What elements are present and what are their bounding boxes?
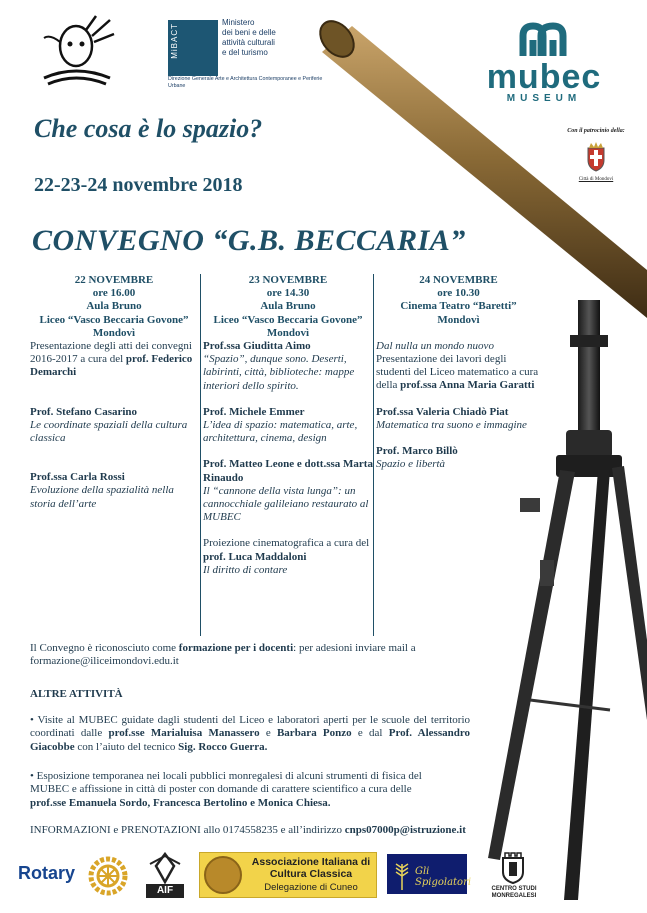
speaker-name: Prof. Matteo Leone e dott.ssa Marta Rinaudo — [203, 458, 373, 484]
talk-title: Il “cannone della vista lunga”: un cannocchiale galileiano restaurato al MUBEC — [203, 484, 369, 524]
talk-title: Dal nulla un mondo nuovo — [376, 339, 494, 352]
activity-text: con l’aiuto del tecnico — [77, 740, 176, 753]
speaker-name: prof. Federico Demarchi — [30, 353, 193, 379]
mubec-logo — [478, 22, 610, 114]
day-room: Aula Bruno — [260, 300, 316, 313]
talk-title: Le coordinate spaziali della cultura classica — [30, 418, 188, 445]
organizer-name: Prof. Alessandro Giacobbe — [30, 727, 471, 753]
talk-title: Matematica tra suono e immagine — [376, 418, 527, 431]
mibact-badge: MiBACT — [170, 23, 179, 59]
activity-text: • Esposizione temporanea nei locali pubblici monregalesi di alcuni strumenti di fisica del MUBEC e affissione in città di poster con domande di carattere scientifico a cura delle — [30, 770, 422, 796]
program-day-1 — [30, 274, 198, 511]
talk-description: Proiezione cinematografica a cura del — [203, 537, 370, 550]
aif-emblem-icon — [146, 852, 184, 884]
day-2-header — [203, 274, 373, 340]
info-text: INFORMAZIONI e PRENOTAZIONI allo 0174558235 e all’indirizzo — [30, 824, 342, 836]
convegno-title: CONVEGNO “G.B. BECCARIA” — [32, 224, 466, 257]
day-date: 23 NOVEMBRE — [248, 274, 328, 286]
column-divider — [200, 274, 201, 636]
column-divider — [373, 274, 374, 636]
program-day-2 — [203, 274, 373, 577]
ministero-line: e del turismo — [222, 48, 268, 57]
activity-text: e dal — [357, 727, 383, 740]
spigolatori-wordmark: Gli Spigolatori — [415, 866, 472, 888]
organizer-name: prof.sse Emanuela Sordo, Francesca Bertolino e Monica Chiesa. — [30, 796, 331, 809]
formazione-email-link[interactable]: formazione@iliceimondovi.edu.it — [30, 655, 179, 668]
speaker-name: Prof.ssa Giuditta Aimo — [203, 340, 311, 353]
formazione-highlight: formazione per i docenti — [178, 642, 294, 654]
spigolatori-logo — [387, 854, 472, 894]
centro-studi-wordmark: CENTRO STUDI MONREGALESI — [491, 886, 537, 899]
ministero-line: Ministero — [222, 18, 255, 27]
info-line — [30, 824, 530, 837]
rotary-wordmark: Rotary — [18, 863, 76, 883]
aif-wordmark: AIF — [146, 884, 184, 898]
centro-studi-logo — [488, 850, 538, 900]
coin-icon — [204, 856, 242, 894]
ministero-line: attività culturali — [222, 38, 275, 47]
speaker-name: Prof.ssa Carla Rossi — [30, 471, 125, 484]
day-city: Mondovì — [437, 313, 480, 326]
page-title: Che cosa è lo spazio? — [34, 114, 263, 143]
rotary-logo — [18, 856, 130, 896]
speaker-name: Prof. Michele Emmer — [203, 405, 305, 418]
day-city: Mondovì — [92, 326, 136, 339]
altre-attivita-item — [30, 770, 430, 810]
city-name: Città di Mondovì — [578, 177, 614, 182]
speaker-name: prof. Luca Maddaloni — [203, 550, 307, 563]
city-crest-icon — [585, 142, 607, 172]
speaker-name: Prof.ssa Valeria Chiadò Piat — [376, 405, 509, 418]
wheat-icon — [391, 858, 413, 890]
day-date: 22 NOVEMBRE — [74, 274, 154, 286]
aicc-logo — [199, 852, 377, 898]
formazione-text: : per adesioni inviare mail a — [293, 642, 416, 654]
talk-description: Presentazione dei lavori degli studenti del Liceo matematico a cura della — [376, 353, 539, 392]
formazione-note — [30, 642, 470, 669]
talk-title: “Spazio”, dunque sono. Deserti, labirinti, città, biblioteche: mappe interiori dello spirito. — [203, 353, 355, 392]
ministero-line: dei beni e delle — [222, 28, 276, 37]
event-dates: 22-23-24 novembre 2018 — [34, 174, 243, 196]
speaker-name: Prof. Stefano Casarino — [30, 405, 138, 418]
organizer-name: Barbara Ponzo — [276, 727, 352, 740]
activity-text: e — [265, 727, 271, 740]
formazione-text: Il Convegno è riconosciuto come — [30, 642, 177, 654]
activity-text: • Visite al MUBEC guidate dagli studenti del Liceo e laboratori aperti per le scuole del territorio coordinati dalle — [30, 714, 470, 740]
talk-title: Spazio e libertà — [376, 458, 446, 471]
day-3-header — [376, 274, 541, 327]
altre-attivita-item — [30, 714, 470, 754]
day-date: 24 NOVEMBRE — [419, 274, 498, 286]
day-time: ore 10.30 — [437, 287, 480, 300]
organizer-name: Sig. Rocco Guerra. — [178, 740, 268, 753]
day-time: ore 14.30 — [266, 287, 310, 300]
program-day-3 — [376, 274, 541, 471]
day-1-header — [30, 274, 198, 340]
talk-title: Evoluzione della spazialità nella storia dell’arte — [30, 484, 174, 510]
mubec-arch-icon — [515, 22, 573, 56]
talk-description: Presentazione degli atti dei convegni 2016-2017 a cura del — [30, 340, 192, 366]
mubec-wordmark: mubec — [486, 58, 602, 96]
aicc-name: Associazione Italiana di Cultura Classica — [251, 856, 371, 880]
patrocinio-label: Con il patrocinio della: — [567, 128, 625, 134]
day-time: ore 16.00 — [92, 287, 136, 300]
aicc-delegation: Delegazione di Cuneo — [264, 882, 358, 893]
museum-label: MUSEUM — [506, 93, 582, 104]
rotary-wheel-icon — [88, 856, 128, 896]
day-venue: Cinema Teatro “Baretti” — [400, 300, 517, 313]
patrocinio — [546, 128, 646, 182]
talk-title: L’idea di spazio: matematica, arte, architettura, cinema, design — [203, 419, 358, 445]
altre-attivita-heading: ALTRE ATTIVITÀ — [30, 688, 123, 700]
organizer-name: prof.sse Marialuisa Manassero — [108, 727, 260, 740]
day-venue: Liceo “Vasco Beccaria Govone” — [213, 313, 363, 326]
ministero-logo — [168, 16, 323, 89]
talk-title: Il diritto di contare — [203, 563, 288, 576]
tower-crest-icon — [500, 850, 526, 884]
day-room: Aula Bruno — [86, 300, 142, 313]
speaker-name: prof.ssa Anna Maria Garatti — [400, 379, 535, 392]
ministero-subtitle: Direzione Generale Arte e Architettura Contemporanee e Periferie Urbane — [168, 76, 323, 89]
info-email-link[interactable]: cnps07000p@istruzione.it — [344, 824, 466, 836]
speaker-name: Prof. Marco Billò — [376, 445, 458, 458]
liceo-logo — [36, 12, 118, 88]
day-city: Mondovì — [266, 326, 310, 339]
day-venue: Liceo “Vasco Beccaria Govone” — [39, 313, 189, 326]
aif-logo — [146, 852, 184, 898]
